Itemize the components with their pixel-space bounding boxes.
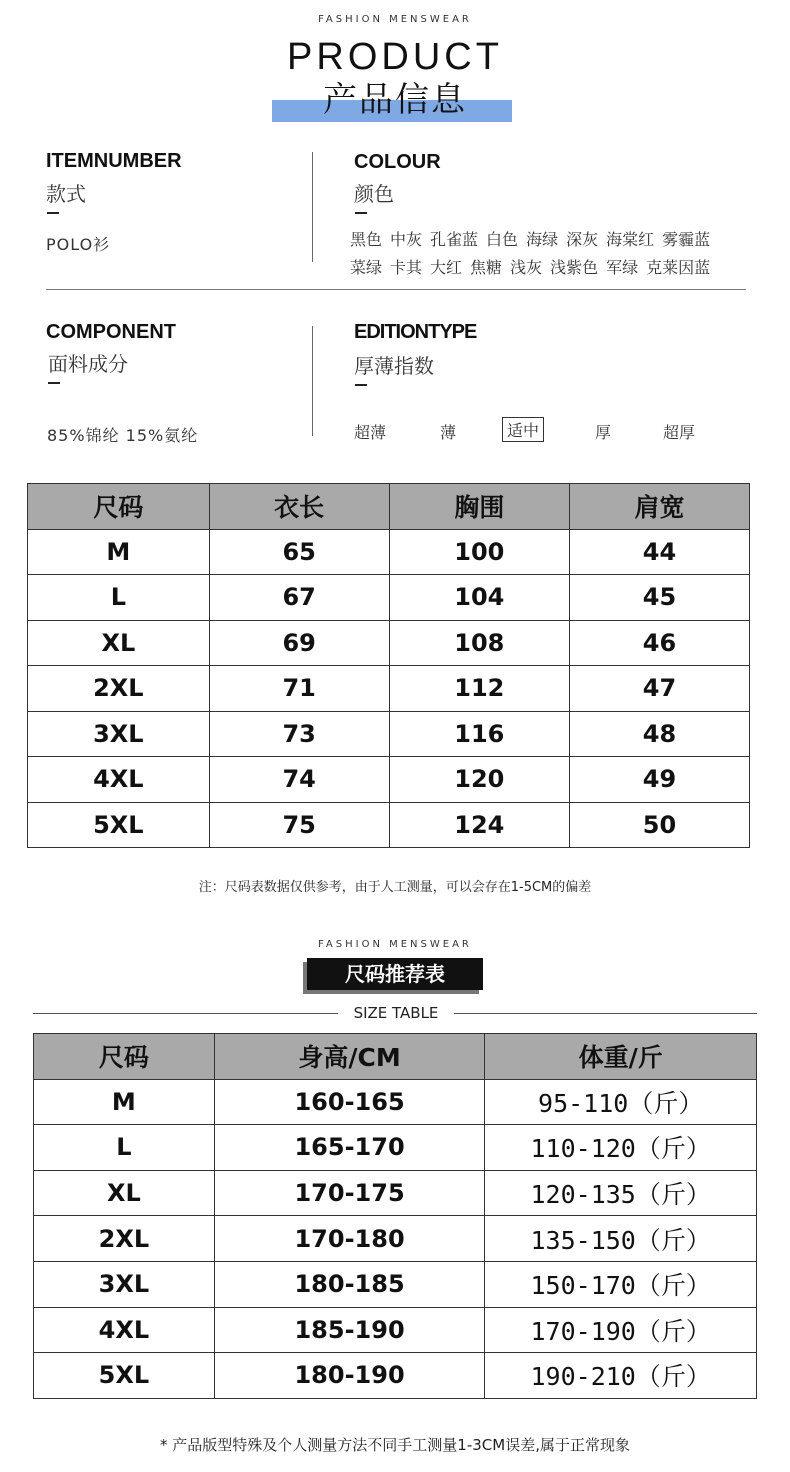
edition-title-en: EDITIONTYPE	[354, 321, 477, 343]
table-cell: 170-190（斤）	[485, 1307, 757, 1353]
table-row	[28, 575, 750, 621]
table-cell: 47	[569, 666, 749, 712]
table-cell: 112	[389, 666, 569, 712]
table-row	[28, 620, 750, 666]
table-cell: 180-185	[214, 1261, 485, 1307]
table-cell: 150-170（斤）	[485, 1261, 757, 1307]
divider-horizontal	[46, 289, 746, 290]
colour-item: 浅紫色	[550, 258, 599, 277]
thickness-option: 厚	[595, 423, 612, 442]
colour-item: 大红	[430, 258, 463, 277]
measure-note: 注：尺码表数据仅供参考，由于人工测量，可以会存在1-5CM的偏差	[198, 880, 592, 895]
thickness-option: 薄	[440, 423, 457, 442]
table-header: 尺码	[34, 1034, 215, 1080]
colour-dash	[355, 212, 367, 214]
table-row	[28, 802, 750, 848]
table-cell: 5XL	[34, 1353, 215, 1399]
table-cell: 46	[569, 620, 749, 666]
table-cell: 48	[569, 711, 749, 757]
table-cell: 95-110（斤）	[485, 1079, 757, 1125]
table-row	[34, 1353, 757, 1399]
table-row	[34, 1170, 757, 1216]
colour-list	[350, 226, 780, 282]
table-row	[28, 529, 750, 575]
table-cell: 73	[209, 711, 389, 757]
table-cell: M	[34, 1079, 215, 1125]
table-cell: 124	[389, 802, 569, 848]
table-cell: 65	[209, 529, 389, 575]
table-header: 肩宽	[569, 484, 749, 530]
table-cell: 120-135（斤）	[485, 1170, 757, 1216]
thickness-option-selected: 适中	[502, 417, 544, 442]
table-cell: 135-150（斤）	[485, 1216, 757, 1262]
table-cell: 185-190	[214, 1307, 485, 1353]
colour-row-2	[350, 254, 780, 282]
table-header: 衣长	[209, 484, 389, 530]
table-row	[34, 1261, 757, 1307]
table-cell: 4XL	[34, 1307, 215, 1353]
table-cell: 110-120（斤）	[485, 1125, 757, 1171]
page-title-en: PRODUCT	[287, 36, 503, 78]
table-cell: 108	[389, 620, 569, 666]
table-cell: 71	[209, 666, 389, 712]
colour-title-en: COLOUR	[354, 151, 441, 173]
table-cell: 2XL	[28, 666, 210, 712]
colour-item: 深灰	[566, 230, 599, 249]
colour-item: 焦糖	[470, 258, 503, 277]
table-cell: 49	[569, 757, 749, 803]
table-cell: 160-165	[214, 1079, 485, 1125]
table-cell: 50	[569, 802, 749, 848]
colour-item: 海绿	[526, 230, 559, 249]
table-header: 身高/CM	[214, 1034, 485, 1080]
recommend-title-cn: 尺码推荐表	[307, 958, 483, 990]
table-cell: XL	[28, 620, 210, 666]
colour-item: 雾霾蓝	[662, 230, 711, 249]
table-cell: 190-210（斤）	[485, 1353, 757, 1399]
colour-item: 菜绿	[350, 258, 383, 277]
component-title-en: COMPONENT	[46, 321, 176, 343]
divider-vertical	[312, 152, 313, 262]
colour-item: 中灰	[390, 230, 423, 249]
table-cell: L	[34, 1125, 215, 1171]
table-cell: 4XL	[28, 757, 210, 803]
colour-item: 白色	[486, 230, 519, 249]
table-header-row	[34, 1034, 757, 1080]
table-cell: 69	[209, 620, 389, 666]
table-row	[34, 1079, 757, 1125]
table-cell: 74	[209, 757, 389, 803]
table-cell: 5XL	[28, 802, 210, 848]
table-row	[34, 1216, 757, 1262]
colour-item: 克莱因蓝	[646, 258, 711, 277]
colour-item: 孔雀蓝	[430, 230, 479, 249]
recommend-title-en: SIZE TABLE	[353, 1004, 439, 1022]
table-cell: 67	[209, 575, 389, 621]
recommend-table	[33, 1033, 757, 1399]
table-header: 尺码	[28, 484, 210, 530]
divider-line-left	[33, 1013, 338, 1014]
thickness-options	[354, 420, 754, 444]
colour-item: 海棠红	[606, 230, 655, 249]
table-cell: 100	[389, 529, 569, 575]
table-row	[28, 666, 750, 712]
item-dash	[47, 212, 59, 214]
table-cell: 45	[569, 575, 749, 621]
measure-table	[27, 483, 750, 848]
colour-item: 卡其	[390, 258, 423, 277]
table-header-row	[28, 484, 750, 530]
item-title-cn: 款式	[46, 182, 86, 206]
table-cell: 44	[569, 529, 749, 575]
table-row	[28, 757, 750, 803]
table-cell: L	[28, 575, 210, 621]
component-title-cn: 面料成分	[48, 352, 128, 376]
component-value: 85%锦纶 15%氨纶	[47, 426, 199, 445]
component-dash	[48, 382, 60, 384]
table-cell: XL	[34, 1170, 215, 1216]
thickness-option: 超厚	[663, 423, 696, 442]
table-cell: 3XL	[28, 711, 210, 757]
table-cell: 180-190	[214, 1353, 485, 1399]
table-row	[28, 711, 750, 757]
table-row	[34, 1125, 757, 1171]
table-cell: 170-175	[214, 1170, 485, 1216]
table-cell: 2XL	[34, 1216, 215, 1262]
thickness-option: 超薄	[354, 423, 387, 442]
colour-item: 浅灰	[510, 258, 543, 277]
edition-dash	[355, 384, 367, 386]
colour-item: 军绿	[606, 258, 639, 277]
table-cell: 3XL	[34, 1261, 215, 1307]
table-row	[34, 1307, 757, 1353]
table-cell: 120	[389, 757, 569, 803]
table-cell: 104	[389, 575, 569, 621]
table-cell: M	[28, 529, 210, 575]
page-title-cn: 产品信息	[323, 80, 467, 120]
brand-label-2: FASHION MENSWEAR	[318, 939, 472, 950]
colour-title-cn: 颜色	[354, 182, 394, 206]
divider-vertical-2	[312, 326, 313, 436]
table-header: 胸围	[389, 484, 569, 530]
table-header: 体重/斤	[485, 1034, 757, 1080]
table-cell: 165-170	[214, 1125, 485, 1171]
table-cell: 75	[209, 802, 389, 848]
edition-title-cn: 厚薄指数	[354, 354, 434, 378]
divider-line-right	[454, 1013, 757, 1014]
table-cell: 170-180	[214, 1216, 485, 1262]
brand-label: FASHION MENSWEAR	[318, 14, 472, 25]
colour-row-1	[350, 226, 780, 254]
colour-item: 黑色	[350, 230, 383, 249]
item-title-en: ITEMNUMBER	[46, 150, 182, 172]
item-value: POLO衫	[46, 235, 111, 254]
table-cell: 116	[389, 711, 569, 757]
recommend-note: * 产品版型特殊及个人测量方法不同手工测量1-3CM误差,属于正常现象	[160, 1436, 630, 1454]
